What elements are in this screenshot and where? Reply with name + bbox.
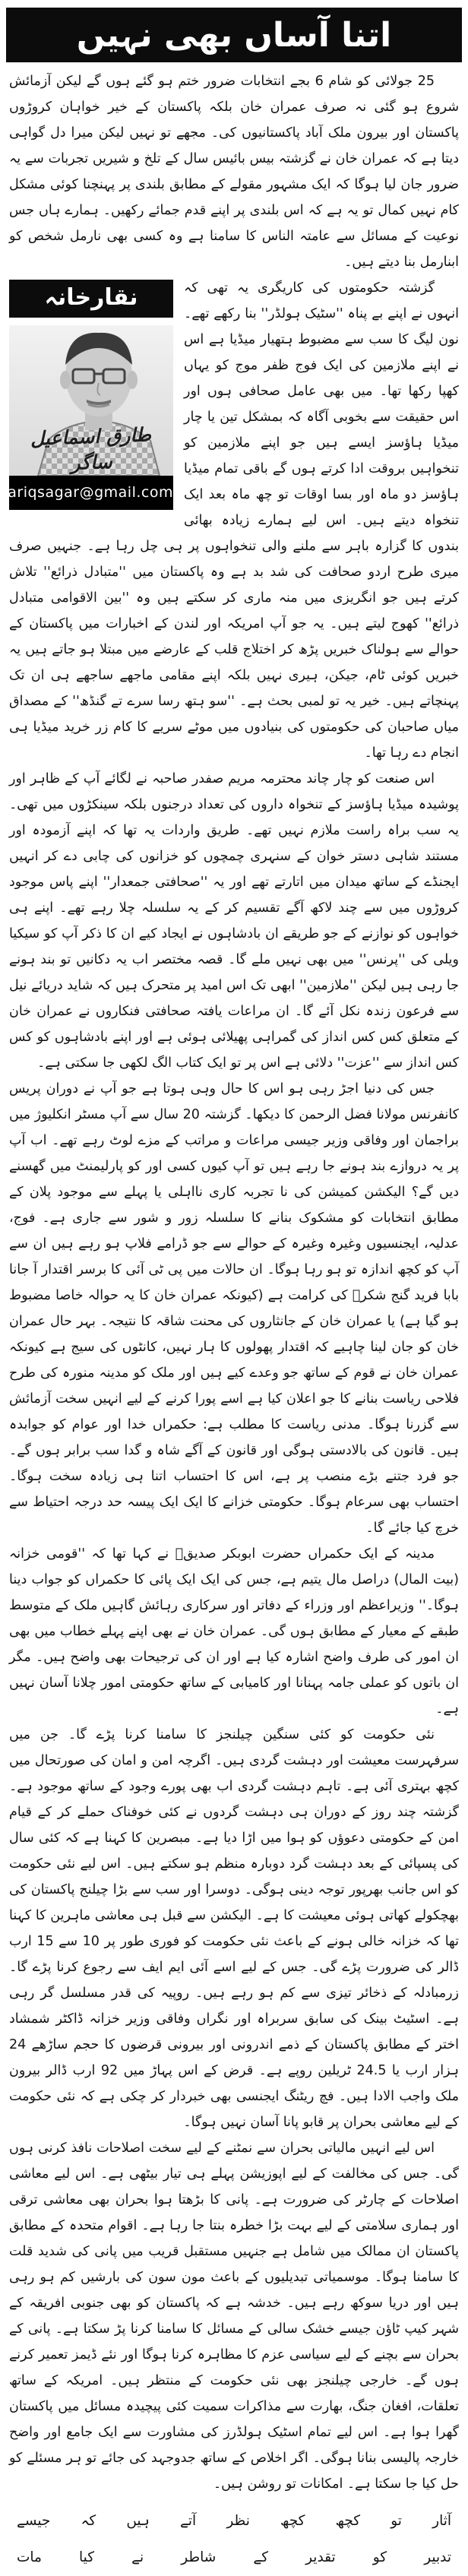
article-paragraph: نئی حکومت کو کئی سنگین چیلنجز کا سامنا کرنا پڑے گا۔ جن میں سرفہرست معیشت اور دہشت گردی ہیں۔ اگرچہ امن و امان کی صورتحال میں کچھ بہتری آئی ہے۔ تاہم دہشت گردی اب بھی پورے وجود کے ساتھ موجود ہے۔ گزشتہ چند روز کے دوران ہی دہشت گردوں نے کئی خوفناک حملے کر کے قیام امن کے حکومتی دعوؤں کو ہوا میں اڑا دیا ہے۔ مبصرین کا کہنا ہے کہ کئی سال کی پسپائی کے بعد دہشت گرد دوبارہ منظم ہو سکتے ہیں۔ اس لیے نئی حکومت کو اس جانب بھرپور توجہ دینی ہوگی۔ دوسرا اور سب سے بڑا چیلنج پاکستان کی بھچکولے کھاتی ہوئی معیشت کا ہے۔ الیکشن سے قبل ہی معاشی ماہرین کا کہنا تھا کہ خزانہ خالی ہونے کے باعث نئی حکومت کو فوری طور پر 10 سے 15 ارب ڈالر کی ضرورت پڑے گی۔ جس کے لیے اسے آئی ایم ایف سے رجوع کرنا پڑے گا۔ زرمبادلہ کے ذخائر تیزی سے کم ہو رہے ہیں۔ روپیہ کی قدر مسلسل گر رہی ہے۔ اسٹیٹ بینک کی سابق سربراہ اور نگراں وفاقی وزیر خزانہ ڈاکٹر شمشاد اختر کے مطابق پاکستان کے ذمے اندرونی اور بیرونی قرضوں کا حجم ساڑھے 24 ہزار ارب یا 24.5 ٹریلین روپے ہے۔ قرض کے اس پہاڑ میں 92 ارب ڈالر بیرون ملک واجب الادا ہیں۔ فچ ریٹنگ ایجنسی بھی خبردار کر چکی ہے کہ نئی حکومت کے لیے معاشی بحران پر قابو پانا آسان نہیں ہوگا۔ [9, 1727, 460, 2130]
author-box [2, 280, 173, 510]
column-name-banner: نقارخانہ [9, 280, 173, 318]
article-paragraph: مدینہ کے ایک حکمراں حضرت ابوبکر صدیقؓ نے کہا تھا کہ ''قومی خزانہ (بیت المال) دراصل مال یتیم ہے، جس کی ایک ایک پائی کا حکمراں کو جواب دینا ہوگا۔'' وزیراعظم اور وزراء کے دفاتر اور سرکاری رہائش گاہیں ملک کے متوسط طبقے کے معیار کے مطابق ہوں گی۔ عمران خان نے بھی اپنے پہلے خطاب میں بھی ان امور کی طرف واضح اشارہ کیا ہے اور ان کی ترجیحات بھی واضح ہیں۔ مگر ان باتوں کو عملی جامہ پہنانا اور کامیابی کے ساتھ حکومتی امور چلانا آسان نہیں ہے۔ [9, 1546, 459, 1717]
poetry-line-1: آثار تو کچھ کچھ نظر آتے ہیں کہ جیسے [17, 2513, 451, 2529]
poetry-couplet [5, 2497, 463, 2576]
article-paragraph: جس کی دنیا اجڑ رہی ہو اس کا حال وہی ہوتا ہے جو آپ نے دوران پریس کانفرنس مولانا فضل الرحمن کا دیکھا۔ گزشتہ 20 سال سے آپ مسٹر انکلیوژ میں براجمان اور وفاقی وزیر جیسی مراعات و مراتب کے مزے لوٹ رہے تھے۔ اب آپ پر یہ دروازے بند ہونے جا رہے ہیں تو آپ کیوں کسی اور کو پارلیمنٹ میں گھسنے دیں گے؟ الیکشن کمیشن کی نا تجربہ کاری نااہلی یا پہلے سے موجود پلان کے مطابق انتخابات کو مشکوک بنانے کا سلسلہ زور و شور سے جاری ہے۔ فوج، عدلیہ، ایجنسیوں وغیرہ وغیرہ کے حوالے سے جو ڈرامے فلاپ ہو رہے ہیں ان سے آپ کو کچھ اندازہ تو ہو رہا ہوگا۔ ان حالات میں پی ٹی آئی کا برسر اقتدار آ جانا بابا فرید گنج شکرؒ کی کرامت ہے (کیونکہ عمران خان کا یہ حوالہ خاصا مضبوط ہو گیا ہے) یا عمران خان کے جانثاروں کی محنت شاقہ کا نتیجہ۔ بہر حال عمران خان کو جان لینا چاہیے کہ اقتدار پھولوں کا ہار نہیں، کانٹوں کی سیج ہے کیونکہ عمران خان نے قوم کے ساتھ جو وعدے کیے ہیں اور ملک کو مدینہ منورہ کی طرح فلاحی ریاست بنانے کا جو اعلان کیا ہے اسے پورا کرنے کے لیے انہیں سخت آزمائش سے گزرنا ہوگا۔ مدنی ریاست کا مطلب ہے: حکمراں خدا اور عوام کو جوابدہ ہیں۔ قانون کی بالادستی ہوگی اور قانون کے آگے شاہ و گدا سب برابر ہوں گے۔ جو فرد جتنے بڑے منصب پر ہے، اس کا احتساب اتنا ہی زیادہ سخت ہوگا۔ احتساب بھی سرعام ہوگا۔ حکومتی خزانے کا ایک ایک پیسہ حد درجہ احتیاط سے خرچ کیا جائے گا۔ [9, 1081, 459, 1536]
author-signature: طارق اسماعیل ساگر [30, 423, 152, 474]
article-paragraph: 25 جولائی کو شام 6 بجے انتخابات ضرور ختم ہو گئے ہوں گے لیکن آزمائش شروع ہو گئی نہ صرف عمران خان بلکہ پاکستان کے خیر خواہان کروڑوں پاکستان اور بیرون ملک آباد پاکستانیوں کی۔ مجھے تو نہیں لیکن میرا دل گواہی دیتا ہے کہ عمران خان نے گزشتہ بیس بائیس سال کے تلخ و شیریں تجربات سے یہ ضرور جان لیا ہوگا کہ ایک مشہور مقولے کے مطابق بلندی پر پہنچنا کوئی مشکل کام نہیں کمال تو یہ ہے کہ اس بلندی پر اپنے قدم جمائے رکھیں۔ ہمارے ہاں جس نوعیت کے مسائل سے عامتہ الناس کا سامنا ہے وہ کسی بھی نارمل شخص کو ابنارمل بنا دیتے ہیں۔ [9, 74, 459, 270]
article-paragraph: اس صنعت کو چار چاند محترمہ مریم صفدر صاحبہ نے لگائے آپ کے ظاہر اور پوشیدہ میڈیا ہاؤسز کے تنخواہ داروں کی تعداد درجنوں بلکہ سینکڑوں میں تھی۔ یہ سب براہ راست ملازم نہیں تھے۔ طریق واردات یہ تھا کہ اپنے آزمودہ اور مستند شاہی دستر خوان کے سنہری چمچوں کو خزانوں کی چابی دے کر انہیں ایجنڈے کے ساتھ میدان میں اتارتے تھے اور یہ ''صحافتی جمعدار'' اپنے پاس موجود کروڑوں میں سے چند لاکھ آگے تقسیم کر کے یہ سلسلہ چلا رہے تھے۔ اپنے ہی خواہوں کو نوازنے کے جو طریقے ان بادشاہوں نے ایجاد کیے ان کا ذکر آپ کو سیکیا ویلی کی ''پرنس'' میں بھی نہیں ملے گا۔ قصہ مختصر اب یہ دکانیں تو بند ہونے جا رہی ہیں لیکن ''ملازمین'' ابھی تک اس امید پر متحرک ہیں کہ شاید دریائے نیل سے فرعون زندہ نکل آئے گا۔ ان مراعات یافتہ صحافتی فنکاروں نے عمران خان کے متعلق کس کس انداز کی گمراہی پھیلائی ہوئی ہے اور اپنے بادشاہوں کو کس کس انداز سے ''عزت'' دلائی ہے اس پر تو ایک کتاب الگ لکھی جا سکتی ہے۔ [9, 771, 459, 1071]
article-title-banner [6, 8, 462, 62]
author-photo [9, 325, 173, 476]
article-paragraph: گزشتہ حکومتوں کی کاریگری یہ تھی کہ انہوں نے اپنے بے پناہ ''سٹیک ہولڈر'' بنا رکھے تھے۔ نون لیگ کا سب سے مضبوط ہتھیار میڈیا ہے اس نے اپنے ملازمین کی ایک فوج ظفر موج کو یہاں کھپا رکھا تھا۔ میں بھی عامل صحافی ہوں اور اس حقیقت سے بخوبی آگاہ کہ بمشکل تین یا چار میڈیا ہاؤسز ایسے ہیں جو اپنے ملازمین کو تنخواہیں بروقت ادا کرتے ہوں گے باقی تمام میڈیا ہاؤسز دو ماہ اور بسا اوقات تو چھ ماہ بعد ایک تنخواہ دیتے ہیں۔ اس لیے ہمارے زیادہ بھائی بندوں کا گزارہ باہر سے ملنے والی تنخواہوں پر ہی چل رہا ہے۔ جنہیں صرف میری طرح اردو صحافت کی شد بد ہے وہ پاکستان میں ''متبادل ذرائع'' تلاش کرتے ہیں جو انگریزی میں منہ ماری کر سکتے ہیں وہ ''بین الاقوامی متبادل ذرائع'' کھوج لیتے ہیں۔ یہ جو آپ امریکہ اور لندن کے اخبارات میں پاکستان کے حوالے سے ہولناک خبریں پڑھ کر اختلاج قلب کے عارضے میں مبتلا ہو جاتے ہیں یہ خبریں کوئی ٹام، جیکن، ہیری نہیں بلکہ اپنے مقامی ماجھے ساجھے ہی ان تک پہنچاتے ہیں۔ خیر یہ تو لمبی بحث ہے۔ ''سو ہتھ رسا سرے تے گنڈھ'' کے مصداق میاں صاحبان کی حکومتوں کی بنیادوں میں موٹے سریے کا کام زر خرید میڈیا ہی انجام دے رہا تھا۔ [9, 280, 459, 761]
article-paragraph: اس لیے انہیں مالیاتی بحران سے نمٹنے کے لیے سخت اصلاحات نافذ کرنی ہوں گی۔ جس کی مخالفت کے لیے اپوزیشن پہلے ہی تیار بیٹھی ہے۔ اس لیے معاشی اصلاحات کے چارٹر کی ضرورت ہے۔ پانی کا بڑھتا ہوا بحران بھی معاشی ترقی اور ہماری سلامتی کے لیے بہت بڑا خطرہ بنتا جا رہا ہے۔ اقوام متحدہ کے مطابق پاکستان ان ممالک میں شامل ہے جنہیں مستقبل قریب میں پانی کی شدید قلت کا سامنا ہوگا۔ موسمیاتی تبدیلیوں کے باعث مون سون کی بارشیں کم ہو رہی ہیں اور دریا سوکھ رہے ہیں۔ خدشہ ہے کہ پاکستان کو بھی جنوبی افریقہ کے شہر کیپ ٹاؤن جیسے خشک سالی کے مسائل کا سامنا کرنا پڑ سکتا ہے۔ پانی کے بحران سے بچنے کے لیے سیاسی عزم کا مظاہرہ کرنا ہوگا اور نئے ڈیمز تعمیر کرنے ہوں گے۔ خارجی چیلنجز بھی نئی حکومت کے منتظر ہیں۔ امریکہ کے ساتھ تعلقات، افغان جنگ، بھارت سے مذاکرات سمیت کئی پیچیدہ مسائل میں پاکستان گھرا ہوا ہے۔ اس لیے تمام اسٹیک ہولڈرز کی مشاورت سے ایک جامع اور واضح خارجہ پالیسی بنانا ہوگی۔ اگر اخلاص کے ساتھ جدوجہد کی جائے تو ہر مسئلے کو حل کیا جا سکتا ہے۔ امکانات تو روشن ہیں۔ [9, 2141, 459, 2492]
author-email: tariqsagar@gmail.com [9, 476, 173, 510]
article-title: اتنا آساں بھی نہیں [76, 15, 392, 55]
article-body [2, 68, 463, 2497]
poetry-line-2: تدبیر کو تقدیر کے شاطر نے کیا مات [17, 2549, 451, 2565]
